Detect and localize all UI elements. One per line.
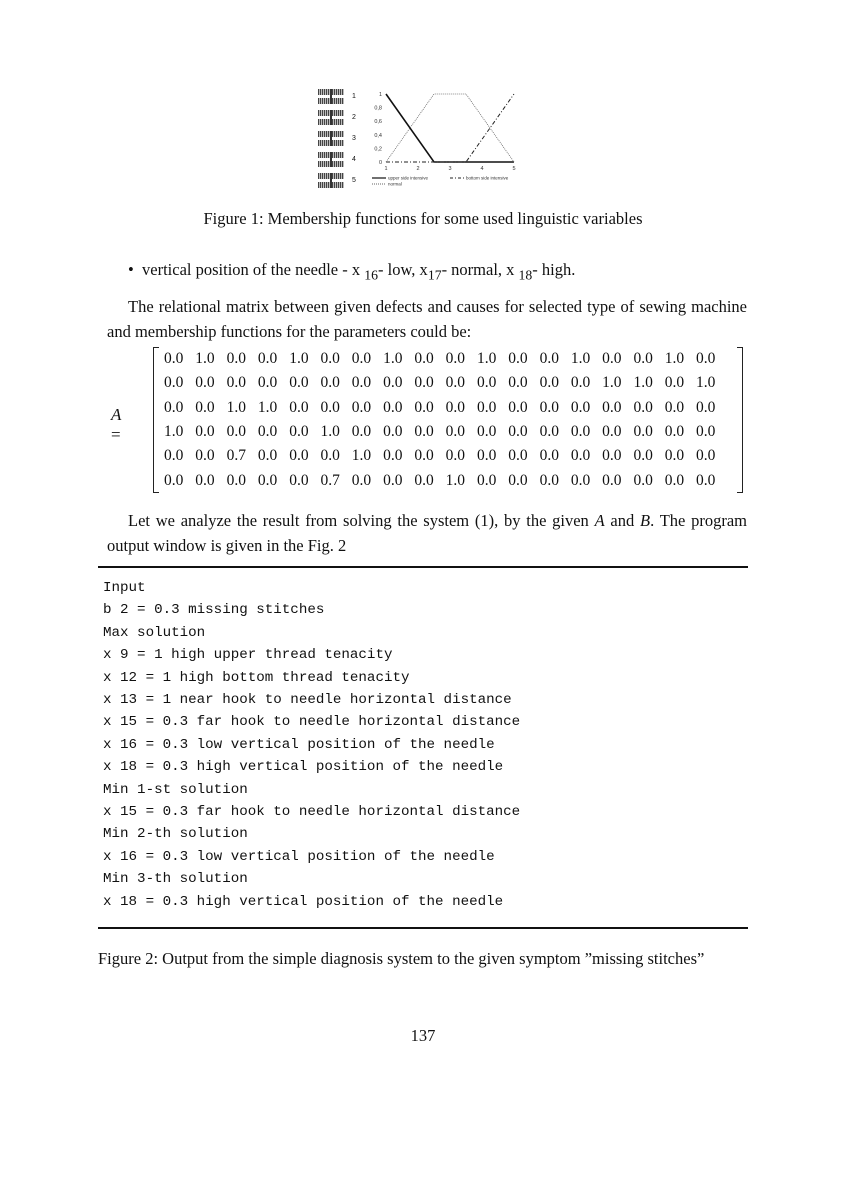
matrix-cell: 0.0: [445, 398, 466, 416]
matrix-cell: 0.0: [696, 350, 716, 368]
matrix-cell: 0.0: [633, 350, 653, 368]
bullet-item: • vertical position of the needle - x $_{16}$- low, $x_{17}-$ normal, x $_{18}$- high.: [128, 260, 576, 283]
matrix-cell: 0.0: [351, 350, 372, 368]
matrix-cell: 0.0: [289, 398, 309, 416]
matrix-cell: 0.0: [696, 447, 716, 465]
output-line: b 2 = 0.3 missing stitches: [103, 602, 325, 619]
stitch-pattern-icon: [318, 152, 344, 167]
stitch-pattern-icon: [318, 89, 344, 104]
matrix-cell: 0.0: [414, 447, 434, 465]
bullet-dot: •: [128, 260, 143, 279]
matrix-cell: 0.0: [445, 350, 466, 368]
matrix-cell: 0.0: [539, 423, 559, 441]
matrix-cell: 0.0: [195, 471, 215, 489]
page-number: 137: [410, 1026, 436, 1045]
output-line: x 15 = 0.3 far hook to needle horizontal distance: [103, 714, 521, 731]
matrix-cell: 0.0: [383, 471, 403, 489]
matrix-cell: 0.0: [570, 374, 591, 392]
output-line: x 15 = 0.3 far hook to needle horizontal distance: [103, 804, 521, 821]
svg-text:0: 0: [378, 160, 382, 166]
matrix-cell: 0.0: [383, 423, 403, 441]
matrix-cell: 0.0: [696, 398, 716, 416]
matrix-cell: 0.0: [414, 350, 434, 368]
svg-text:1: 1: [384, 166, 388, 172]
output-line: Input: [103, 580, 146, 596]
matrix-cell: 0.0: [633, 423, 653, 441]
matrix-cell: 0.0: [164, 350, 184, 368]
svg-text:upper side intensive: upper side intensive: [388, 175, 429, 181]
matrix-cell: 0.0: [696, 423, 716, 441]
stitch-pattern-icon: [318, 173, 344, 188]
matrix-cell: 0.0: [195, 374, 215, 392]
stitch-pattern-icon: [318, 110, 344, 125]
matrix-cell: 0.0: [257, 471, 278, 489]
matrix-row: [154, 396, 742, 420]
matrix-cell: 0.0: [570, 398, 591, 416]
output-line: Min 1-st solution: [103, 781, 248, 798]
output-line: Max solution: [103, 624, 206, 641]
matrix-cell: 0.0: [602, 423, 622, 441]
matrix-cell: 0.0: [664, 471, 685, 489]
matrix-cell: 1.0: [476, 350, 497, 368]
matrix-cell: 0.0: [664, 447, 685, 465]
matrix-cell: 0.0: [539, 471, 559, 489]
matrix-cell: 0.0: [570, 471, 591, 489]
matrix-cell: 0.0: [508, 423, 528, 441]
paragraph: Let we analyze the result from solving the system (1), by the given A and B. The program output window is given in the Fig. 2: [107, 511, 747, 555]
matrix-cell: 0.0: [476, 447, 497, 465]
matrix-cell: 0.0: [320, 350, 340, 368]
matrix-cell: 1.0: [289, 350, 309, 368]
matrix-row: [154, 468, 742, 492]
svg-text:0,2: 0,2: [374, 146, 382, 153]
matrix-cell: 0.0: [226, 374, 246, 392]
matrix-cell: 0.0: [414, 471, 434, 489]
svg-text:0,4: 0,4: [374, 132, 382, 139]
matrix-cell: 0.0: [508, 471, 528, 489]
matrix-cell: 0.0: [351, 423, 372, 441]
matrix-cell: 0.0: [633, 398, 653, 416]
matrix-row: [154, 347, 742, 371]
matrix-cell: 0.0: [289, 471, 309, 489]
matrix-cell: 0.0: [414, 398, 434, 416]
matrix-cell: 0.0: [570, 423, 591, 441]
svg-text:5: 5: [512, 166, 516, 172]
matrix-cell: 0.0: [195, 398, 215, 416]
matrix-cell: 0.0: [320, 374, 340, 392]
matrix-cell: 0.0: [164, 398, 184, 416]
matrix-cell: 0.0: [508, 350, 528, 368]
matrix-cell: 0.0: [351, 398, 372, 416]
matrix-cell: 0.0: [664, 398, 685, 416]
matrix-cell: 0.0: [476, 398, 497, 416]
output-line: x 18 = 0.3 high vertical position of the needle: [103, 759, 504, 776]
matrix-cell: 0.0: [383, 398, 403, 416]
matrix-cell: 0.0: [445, 423, 466, 441]
matrix-cell: 1.0: [445, 471, 466, 489]
matrix-row: [154, 371, 742, 395]
matrix-cell: 0.0: [539, 447, 559, 465]
matrix-cell: 1.0: [383, 350, 403, 368]
horizontal-rule: [98, 566, 748, 568]
series-line: [386, 94, 514, 162]
svg-text:0,8: 0,8: [374, 105, 382, 112]
svg-text:normal: normal: [388, 181, 402, 187]
chart-legend: [372, 176, 509, 187]
matrix-cell: 0.0: [164, 374, 184, 392]
icon-number: 4: [352, 156, 356, 163]
series-line: [386, 94, 514, 162]
matrix-cell: 0.0: [414, 423, 434, 441]
stitch-icon-row: [318, 149, 368, 170]
matrix-cell: 0.0: [351, 471, 372, 489]
svg-text:2: 2: [416, 166, 420, 172]
paragraph: The relational matrix between given defects and causes for selected type of sewing machine and membership functions for the parameters could be:: [107, 297, 747, 341]
stitch-icon-row: [318, 170, 368, 191]
stitch-icon-row: [318, 86, 368, 107]
matrix-cell: 0.0: [320, 398, 340, 416]
icon-number: 2: [352, 114, 356, 121]
program-output: [103, 577, 520, 913]
matrix-cell: 0.0: [602, 447, 622, 465]
series-line: [386, 94, 514, 162]
matrix-row: [154, 420, 742, 444]
matrix-cell: 0.7: [320, 471, 340, 489]
svg-text:0,6: 0,6: [374, 119, 382, 126]
matrix-cell: 0.0: [633, 471, 653, 489]
matrix-cell: 0.0: [539, 374, 559, 392]
membership-chart: [364, 86, 534, 194]
matrix-cell: 1.0: [351, 447, 372, 465]
matrix-cell: 1.0: [602, 374, 622, 392]
icon-number: 1: [352, 93, 356, 100]
figure-1-caption: Figure 1: Membership functions for some used linguistic variables: [203, 209, 643, 228]
matrix-cell: 0.0: [508, 447, 528, 465]
matrix-cell: 0.0: [414, 374, 434, 392]
matrix-cell: 0.0: [570, 447, 591, 465]
matrix-cell: 0.0: [164, 447, 184, 465]
matrix-cell: 0.0: [508, 398, 528, 416]
stitch-icons: [318, 86, 368, 191]
horizontal-rule: [98, 927, 748, 929]
output-line: x 18 = 0.3 high vertical position of the needle: [103, 893, 504, 910]
matrix-cell: 0.0: [351, 374, 372, 392]
output-line: x 13 = 1 near hook to needle horizontal distance: [103, 692, 512, 709]
y-axis-ticks: [374, 92, 382, 166]
matrix-cell: 0.0: [602, 350, 622, 368]
matrix-cell: 0.0: [257, 423, 278, 441]
matrix-cell: 1.0: [164, 423, 184, 441]
matrix-cell: 0.0: [195, 447, 215, 465]
svg-text:3: 3: [448, 166, 452, 172]
svg-text:1: 1: [378, 92, 382, 98]
output-line: Min 3-th solution: [103, 871, 248, 888]
matrix-cell: 0.0: [383, 447, 403, 465]
stitch-pattern-icon: [318, 131, 344, 146]
matrix-cell: 0.0: [383, 374, 403, 392]
stitch-icon-row: [318, 107, 368, 128]
matrix-cell: 0.0: [445, 374, 466, 392]
figure-2-caption: Figure 2: Output from the simple diagnosis system to the given symptom ”missing stitches”: [98, 949, 705, 968]
matrix-cell: 0.0: [539, 398, 559, 416]
matrix-cell: 0.0: [664, 374, 685, 392]
matrix-label: A =: [111, 405, 122, 444]
matrix-cell: 0.0: [664, 423, 685, 441]
matrix-cell: 0.0: [320, 447, 340, 465]
matrix-cell: 0.0: [508, 374, 528, 392]
matrix-cell: 1.0: [696, 374, 716, 392]
matrix-cell: 1.0: [195, 350, 215, 368]
output-line: Min 2-th solution: [103, 826, 248, 843]
chart-series: [386, 94, 514, 162]
output-line: x 16 = 0.3 low vertical position of the needle: [103, 848, 495, 865]
relational-matrix: [153, 347, 743, 493]
output-line: x 12 = 1 high bottom thread tenacity: [103, 669, 410, 686]
matrix-cell: 0.0: [696, 471, 716, 489]
matrix-cell: 0.0: [195, 423, 215, 441]
matrix-cell: 0.0: [226, 423, 246, 441]
matrix-cell: 0.7: [226, 447, 246, 465]
matrix-cell: 1.0: [664, 350, 685, 368]
x-axis-ticks: [384, 166, 515, 172]
matrix-cell: 0.0: [602, 471, 622, 489]
matrix-cell: 0.0: [289, 423, 309, 441]
matrix-cell: 0.0: [226, 471, 246, 489]
matrix-cell: 0.0: [476, 471, 497, 489]
matrix-cell: 0.0: [476, 374, 497, 392]
matrix-cell: 0.0: [257, 374, 278, 392]
output-line: x 16 = 0.3 low vertical position of the needle: [103, 736, 495, 753]
svg-text:4: 4: [480, 166, 484, 172]
matrix-cell: 0.0: [539, 350, 559, 368]
output-line: x 9 = 1 high upper thread tenacity: [103, 647, 393, 664]
icon-number: 3: [352, 135, 356, 142]
matrix-cell: 0.0: [164, 471, 184, 489]
icon-number: 5: [352, 177, 356, 184]
matrix-cell: 0.0: [445, 447, 466, 465]
matrix-cell: 0.0: [257, 350, 278, 368]
matrix-cell: 1.0: [320, 423, 340, 441]
matrix-cell: 0.0: [602, 398, 622, 416]
matrix-cell: 0.0: [289, 374, 309, 392]
matrix-cell: 1.0: [633, 374, 653, 392]
matrix-cell: 1.0: [257, 398, 278, 416]
matrix-cell: 0.0: [633, 447, 653, 465]
figure-1: [318, 86, 533, 194]
matrix-cell: 0.0: [289, 447, 309, 465]
svg-text:bottom side intensive: bottom side intensive: [466, 175, 509, 181]
stitch-icon-row: [318, 128, 368, 149]
matrix-cell: 0.0: [476, 423, 497, 441]
matrix-row: [154, 444, 742, 468]
matrix-cell: 1.0: [226, 398, 246, 416]
matrix-cell: 0.0: [226, 350, 246, 368]
matrix-cell: 0.0: [257, 447, 278, 465]
matrix-cell: 1.0: [570, 350, 591, 368]
